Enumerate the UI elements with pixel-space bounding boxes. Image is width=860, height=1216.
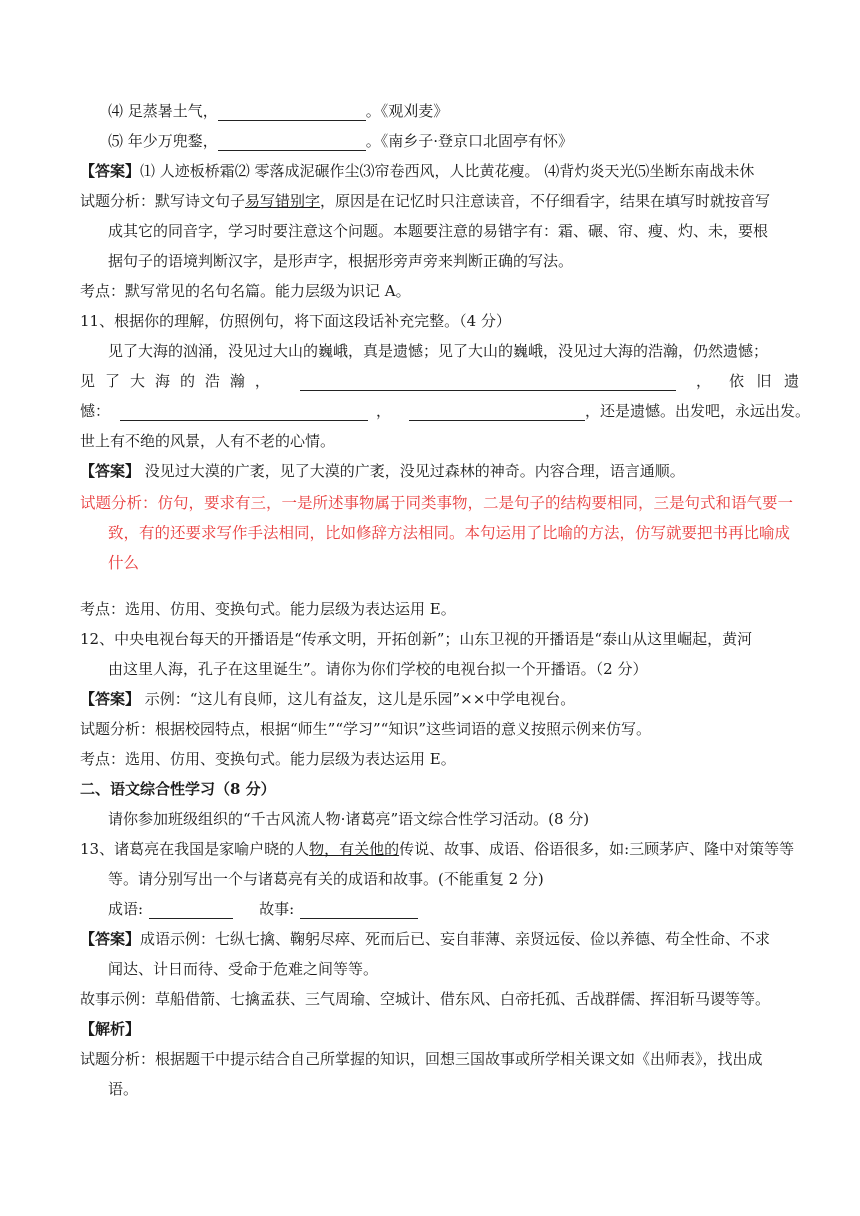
q11-blank-3[interactable] xyxy=(409,403,585,421)
q10-analysis-line-3: 据句子的语境判断汉字，是形声字，根据形旁声旁来判断正确的写法。 xyxy=(108,252,574,270)
q11-title: 11、根据你的理解，仿照例句，将下面这段话补充完整。（4 分） xyxy=(80,312,511,330)
q13-title-line-2: 等。请分别写出一个与诸葛亮有关的成语和故事。(不能重复 2 分) xyxy=(108,870,544,888)
q12-title-line-1: 12、中央电视台每天的开播语是“传承文明，开拓创新”；山东卫视的开播语是“泰山从这里崛起，黄河 xyxy=(80,630,753,648)
q13-analysis-line-1: 试题分析：根据题干中提示结合自己所掌握的知识，回想三国故事或所学相关课文如《出师表》，找出成 xyxy=(80,1050,763,1068)
q10-item-4-blank[interactable] xyxy=(218,103,366,121)
q12-analysis: 试题分析：根据校园特点，根据“师生”“学习”“知识”这些词语的意义按照示例来仿写。 xyxy=(80,720,652,738)
q11-para-2: 见 了 大 海 的 浩 瀚 ， ， 依 旧 遗 xyxy=(80,372,799,390)
q11-para-4: 世上有不绝的风景，人有不老的心情。 xyxy=(80,432,336,450)
section-2-intro: 请你参加班级组织的“千古风流人物·诸葛亮”语文综合性学习活动。(8 分) xyxy=(108,810,590,828)
q13-answer-line-2: 闻达、计日而待、受命于危难之间等等。 xyxy=(108,960,379,978)
q13-analysis-line-2: 语。 xyxy=(108,1080,139,1098)
q11-blank-2[interactable] xyxy=(120,403,368,421)
gushi-blank[interactable] xyxy=(300,901,418,919)
q11-analysis-red-line-1: 试题分析：仿句，要求有三，一是所述事物属于同类事物，二是句子的结构要相同，三是句式和语气要一 xyxy=(80,494,794,512)
q13-jiexi-label: 【解析】 xyxy=(80,1020,141,1038)
q12-kaodian: 考点：选用、仿用、变换句式。能力层级为表达运用 E。 xyxy=(80,750,456,768)
q11-para-3: 憾： ， ，还是遗憾。出发吧，永远出发。 xyxy=(80,402,811,420)
q13-story-examples: 故事示例：草船借箭、七擒孟获、三气周瑜、空城计、借东风、白帝托孤、舌战群儒、挥泪斩马谡等等。 xyxy=(80,990,771,1008)
q10-item-4: ⑷ 足蒸暑土气， 。《观刈麦》 xyxy=(108,102,449,120)
q11-blank-1[interactable] xyxy=(300,373,676,391)
q12-answer: 【答案】 示例：“这儿有良师，这儿有益友，这儿是乐园”××中学电视台。 xyxy=(80,690,576,708)
q11-para-1: 见了大海的汹涌，没见过大山的巍峨，真是遗憾；见了大山的巍峨，没见过大海的浩瀚，仍然遗憾； xyxy=(108,342,769,360)
q10-answer: 【答案】⑴ 人迹板桥霜⑵ 零落成泥碾作尘⑶帘卷西风，人比黄花瘦。 ⑷背灼炎天光⑸坐断东南战未休 xyxy=(80,162,755,180)
q13-fill-line: 成语: 故事: xyxy=(108,899,785,919)
q10-item-5: ⑸ 年少万兜鍪， 。《南乡子·登京口北固亭有怀》 xyxy=(108,132,574,150)
q10-kaodian: 考点：默写常见的名句名篇。能力层级为识记 A。 xyxy=(80,282,411,300)
q11-para-2-tail: 依 旧 遗 xyxy=(729,372,799,390)
q13-title-line-1: 13、诸葛亮在我国是家喻户晓的人物，有关他的传说、故事、成语、俗语很多，如:三顾茅庐、隆中对策等等 xyxy=(80,840,795,858)
q11-analysis-red-line-3: 什么 xyxy=(108,554,140,572)
q11-kaodian: 考点：选用、仿用、变换句式。能力层级为表达运用 E。 xyxy=(80,600,456,618)
chengyu-blank[interactable] xyxy=(149,901,233,919)
q11-analysis-red-line-2: 致，有的还要求写作手法相同，比如修辞方法相同。本句运用了比喻的方法，仿写就要把书再比喻成 xyxy=(108,524,791,542)
q11-answer: 【答案】 没见过大漠的广袤，见了大漠的广袤，没见过森林的神奇。内容合理，语言通顺。 xyxy=(80,462,685,480)
q12-title-line-2: 由这里人海，孔子在这里诞生”。请你为你们学校的电视台拟一个开播语。（2 分） xyxy=(108,660,648,678)
q10-analysis-line-1: 试题分析：默写诗文句子易写错别字，原因是在记忆时只注意读音，不仔细看字，结果在填写时就按音写 xyxy=(80,192,771,210)
q11-para-2-lead: 见 了 大 海 的 浩 瀚 ， xyxy=(80,372,270,390)
q10-analysis-line-2: 成其它的同音字，学习时要注意这个问题。本题要注意的易错字有：霜、碾、帘、瘦、灼、未，要根 xyxy=(108,222,769,240)
q10-item-5-blank[interactable] xyxy=(218,133,366,151)
q13-answer-line-1: 【答案】成语示例：七纵七擒、鞠躬尽瘁、死而后已、妄自菲薄、亲贤远佞、俭以养德、苟全性命、不求 xyxy=(80,930,771,948)
section-2-heading: 二、语文综合性学习（8 分） xyxy=(80,780,276,798)
